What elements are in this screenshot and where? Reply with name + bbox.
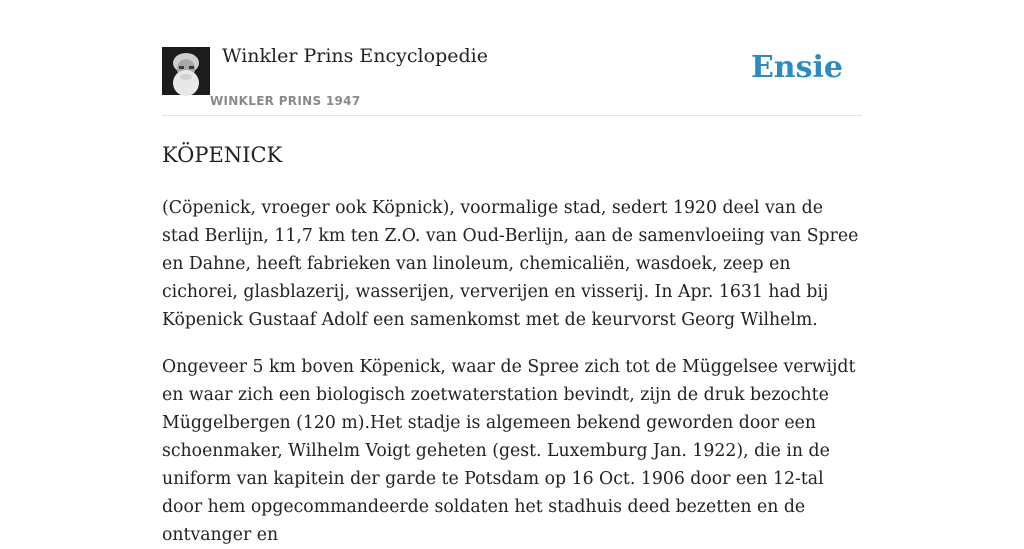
article-paragraph: Ongeveer 5 km boven Köpenick, waar de Spree zich tot de Müggelsee verwijdt en waar zich een biologisch zoetwaterstation bevindt, zijn de druk bezochte Müggelbergen (120 m).Het stadje is algemeen bekend geworden door een schoenmaker, Wilhelm Voigt geheten (gest. Luxemburg Jan. 1922), die in de uniform van kapitein der garde te Potsdam op 16 Oct. 1906 door een 12-tal door hem opgecommandeerde soldaten het stadhuis deed bezetten en de ontvanger en	[162, 357, 856, 545]
page	[162, 0, 862, 545]
publication-title[interactable]: Winkler Prins Encyclopedie	[222, 45, 488, 67]
avatar	[162, 47, 210, 95]
article-paragraph: (Cöpenick, vroeger ook Köpnick), voormalige stad, sedert 1920 deel van de stad Berlijn, 11,7 km ten Z.O. van Oud-Berlijn, aan de samenvloeiing van Spree en Dahne, heeft fabrieken van linoleum, chemicaliën, wasdoek, zeep en cichorei, glasblazerij, wasserijen, ververijen en visserij. In Apr. 1631 had bij Köpenick Gustaaf Adolf een samenkomst met de keurvorst Georg Wilhelm.	[162, 198, 859, 330]
publication-subtitle[interactable]: WINKLER PRINS 1947	[210, 94, 361, 108]
brand-logo[interactable]: Ensie	[750, 50, 843, 85]
bearded-man-portrait-icon	[162, 47, 210, 95]
site-header	[162, 0, 862, 116]
article-title: KÖPENICK	[162, 143, 283, 167]
